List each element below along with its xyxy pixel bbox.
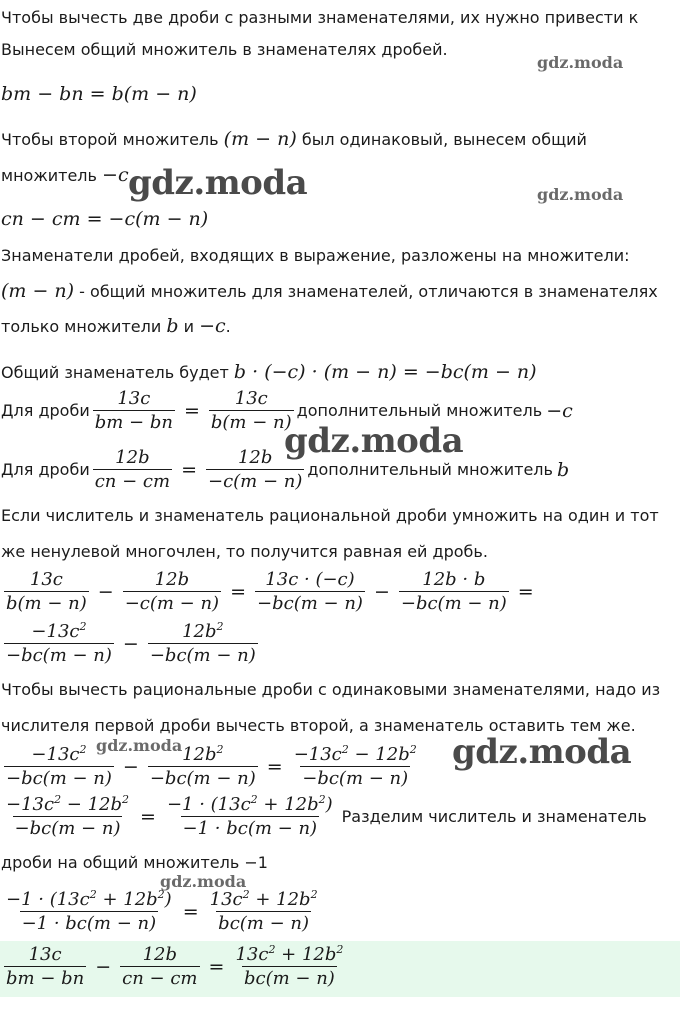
denominator: b(m − n) xyxy=(6,593,87,614)
math-segment: b · (−c) · (m − n) = −bc(m − n) xyxy=(233,361,537,383)
denominator: bm − bn xyxy=(94,412,173,433)
numerator: $13c^2 + 12b^2$ xyxy=(209,888,318,910)
numerator: $-13c^2 - 12b^2$ xyxy=(293,743,417,765)
fraction xyxy=(4,943,86,990)
numerator: $-1 \cdot (13c^2 + 12b^2)$ xyxy=(6,888,172,910)
fraction xyxy=(292,743,419,790)
numerator: 13c xyxy=(234,388,268,409)
fraction xyxy=(233,943,345,990)
numerator: $13c^2 + 12b^2$ xyxy=(235,943,344,965)
operator: − xyxy=(122,632,139,655)
operator: − xyxy=(97,580,114,603)
operator: − xyxy=(122,755,139,778)
numerator: 13c xyxy=(117,388,151,409)
watermark: gdz.moda xyxy=(96,736,183,755)
operator: = xyxy=(182,900,199,923)
denominator: −bc(m − n) xyxy=(6,768,112,789)
fraction xyxy=(206,446,304,493)
numerator: $12b^2$ xyxy=(182,620,224,642)
fraction xyxy=(93,446,172,493)
fraction xyxy=(4,620,114,667)
text-line: Чтобы вычесть две дроби с разными знаменателями, их нужно привести к xyxy=(1,8,639,27)
denominator: b(m − n) xyxy=(210,412,292,433)
fraction xyxy=(4,568,89,615)
denominator: cn − cm xyxy=(94,471,171,492)
fraction xyxy=(123,568,221,615)
denominator: −bc(m − n) xyxy=(149,645,256,666)
numerator: 12b · b xyxy=(422,569,486,590)
math-segment: (m − n) xyxy=(223,128,297,150)
numerator: $12b^2$ xyxy=(182,743,224,765)
denominator: −1 · bc(m − n) xyxy=(21,913,157,934)
fraction xyxy=(4,793,131,840)
denominator: cn − cm xyxy=(122,968,198,989)
text-line: же ненулевой многочлен, то получится равная ей дробь. xyxy=(1,542,488,561)
math-segment: b xyxy=(556,458,570,481)
text-line: числителя первой дроби вычесть второй, а знаменатель оставить тем же. xyxy=(1,716,636,735)
fraction xyxy=(399,568,509,615)
text-segment: Для дроби xyxy=(1,460,90,479)
math-segment: −c xyxy=(102,164,129,186)
numerator: $-1 \cdot (13c^2 + 12b^2)$ xyxy=(166,793,333,815)
numerator: $-13c^2 - 12b^2$ xyxy=(6,793,130,815)
math-segment: (m − n) xyxy=(1,280,75,302)
text-line: Если числитель и знаменатель рациональной дроби умножить на один и тот xyxy=(1,506,659,525)
watermark: gdz.moda xyxy=(160,872,247,891)
watermark: gdz.moda xyxy=(128,163,308,203)
text-line: Чтобы вычесть рациональные дроби с одинаковыми знаменателями, надо из xyxy=(1,680,661,699)
watermark: gdz.moda xyxy=(537,185,624,204)
fraction xyxy=(255,568,365,615)
text-segment: дополнительный множитель xyxy=(296,401,543,420)
operator: − xyxy=(373,580,390,603)
denominator: −1 · bc(m − n) xyxy=(182,818,318,839)
text-line xyxy=(1,362,537,383)
numerator: 13c xyxy=(28,944,62,965)
text-segment: Общий знаменатель будет xyxy=(1,363,234,382)
numerator: $-13c^2$ xyxy=(31,620,87,642)
fraction-equation xyxy=(1,446,569,493)
fraction xyxy=(148,620,258,667)
fraction xyxy=(165,793,335,840)
fraction xyxy=(93,387,175,434)
denominator: −bc(m − n) xyxy=(257,593,363,614)
math-line: cn − cm = −c(m − n) xyxy=(1,208,209,230)
operator: = xyxy=(266,755,283,778)
operator: = xyxy=(181,458,197,481)
text-line xyxy=(1,316,231,337)
fraction-equation xyxy=(1,620,261,667)
operator: − xyxy=(95,955,112,978)
numerator: $-13c^2$ xyxy=(31,743,87,765)
math-segment: −c xyxy=(546,399,573,422)
text-line xyxy=(1,281,658,302)
denominator: −bc(m − n) xyxy=(14,818,121,839)
text-segment: . xyxy=(225,317,231,336)
operator: = xyxy=(517,580,534,603)
numerator: 12b xyxy=(142,944,178,965)
numerator: 12b xyxy=(154,569,190,590)
denominator: −bc(m − n) xyxy=(6,645,112,666)
fraction xyxy=(4,888,174,935)
fraction xyxy=(120,943,199,990)
watermark: gdz.moda xyxy=(537,53,624,72)
math-line: bm − bn = b(m − n) xyxy=(1,83,197,105)
fraction xyxy=(148,743,258,790)
numerator: 13c xyxy=(29,569,63,590)
text-segment: Для дроби xyxy=(1,401,90,420)
text-line: Вынесем общий множитель в знаменателях дробей. xyxy=(1,40,448,59)
math-segment: −c xyxy=(199,315,226,337)
text-segment: и xyxy=(178,317,200,336)
fraction xyxy=(209,387,294,434)
numerator: 13c · (−c) xyxy=(265,569,355,590)
numerator: 12b xyxy=(237,447,273,468)
fraction-equation xyxy=(1,793,647,840)
text-segment: - общий множитель для знаменателей, отличаются в знаменателях xyxy=(74,282,658,301)
numerator: 12b xyxy=(115,447,150,468)
denominator: bc(m − n) xyxy=(243,968,335,989)
fraction-equation xyxy=(1,743,422,790)
operator: = xyxy=(140,805,156,828)
denominator: bm − bn xyxy=(6,968,85,989)
text-segment: был одинаковый, вынесем общий xyxy=(296,130,587,149)
watermark: gdz.moda xyxy=(452,732,632,772)
text-segment: дополнительный множитель xyxy=(307,460,553,479)
denominator: −bc(m − n) xyxy=(400,593,507,614)
fraction xyxy=(208,888,320,935)
text-segment: Разделим числитель и знаменатель xyxy=(341,807,647,826)
watermark: gdz.moda xyxy=(284,421,464,461)
fraction-equation xyxy=(1,387,573,434)
fraction xyxy=(4,743,114,790)
denominator: bc(m − n) xyxy=(218,913,310,934)
text-segment: Чтобы второй множитель xyxy=(1,130,224,149)
text-line: дроби на общий множитель −1 xyxy=(1,853,268,872)
denominator: −bc(m − n) xyxy=(302,768,409,789)
denominator: −c(m − n) xyxy=(208,471,303,492)
text-line xyxy=(1,165,129,186)
math-segment: b xyxy=(166,315,179,337)
text-segment: множитель xyxy=(1,166,103,185)
operator: = xyxy=(183,399,200,422)
answer-equation xyxy=(1,943,348,990)
text-segment: только множители xyxy=(1,317,167,336)
text-line xyxy=(1,129,587,150)
operator: = xyxy=(208,955,225,978)
fraction-equation xyxy=(1,888,323,935)
operator: = xyxy=(230,580,247,603)
denominator: −c(m − n) xyxy=(124,593,220,614)
denominator: −bc(m − n) xyxy=(149,768,256,789)
text-line: Знаменатели дробей, входящих в выражение, разложены на множители: xyxy=(1,246,630,265)
fraction-equation xyxy=(1,568,540,615)
